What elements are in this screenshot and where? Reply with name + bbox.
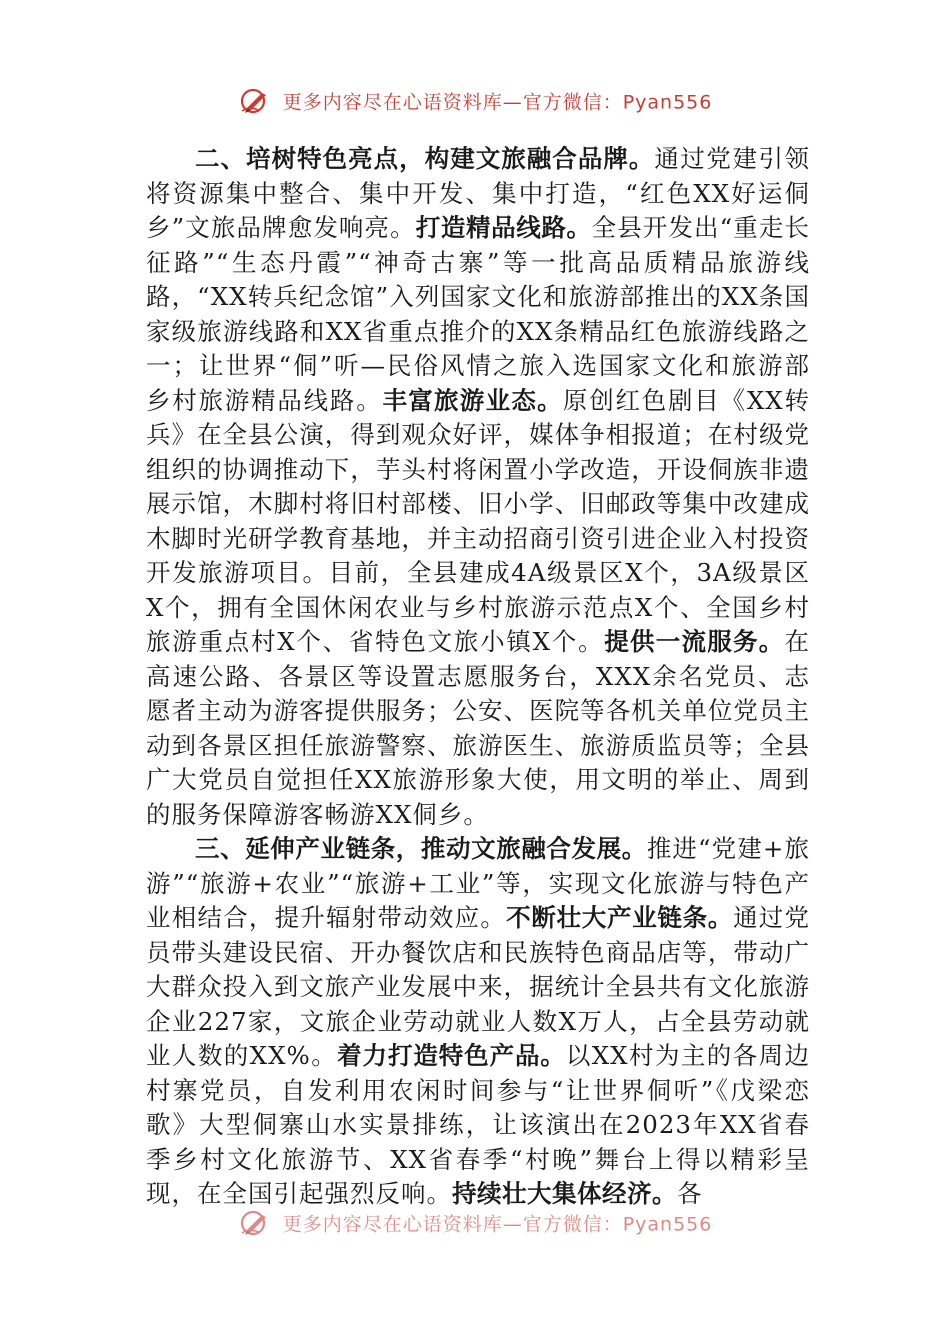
body-text: 通过党员带头建设民宿、开办餐饮店和民族特色商品店等，带动广大群众投入到文旅产业发展中来，据统计全县共有文化旅游企业227家，文旅企业劳动就业人数X万人，占全县劳动就业人数的XX%。 [146,903,811,1070]
watermark-text: 更多内容尽在心语资料库—官方微信：Pyan556 [282,1213,713,1236]
body-text: 各 [677,1179,703,1208]
watermark-text: 更多内容尽在心语资料库—官方微信：Pyan556 [282,91,713,114]
pen-logo-icon [238,86,272,116]
body-text: 通过党建引领将资源集中整合、集中开发、集中打造，“红色XX好运侗乡”文旅品牌愈发响亮。 [146,144,810,242]
body-text: 推进“党建+旅游”“旅游+农业”“旅游+工业”等，实现文化旅游与特色产业相结合，提升辐射带动效应。 [146,834,810,932]
watermark-footer [0,1208,950,1238]
subheading: 丰富旅游业态。 [382,385,563,415]
section-heading: 三、延伸产业链条，推动文旅融合发展。 [195,834,647,863]
subheading: 提供一流服务。 [604,627,785,656]
section-heading: 二、培树特色亮点，构建文旅融合品牌。 [195,144,655,173]
document-body [146,142,810,1212]
pen-logo-icon [238,1208,272,1238]
subheading: 不断壮大产业链条。 [506,903,734,932]
watermark-header [0,86,950,116]
body-text: 在高速公路、各景区等设置志愿服务台，XXX余名党员、志愿者主动为游客提供服务；公安、医院等各机关单位党员主动到各景区担任旅游警察、旅游医生、旅游质监员等；全县广大党员自觉担任XX旅游形象大使，用文明的举止、周到的服务保障游客畅游XX侗乡。 [146,627,810,829]
subheading: 打造精品线路。 [415,213,592,242]
body-text: 以XX村为主的各周边村寨党员，自发利用农闲时间参与“让世界侗听”《戊梁恋歌》大型侗寨山水实景排练，让该演出在2023年XX省春季乡村文化旅游节、XX省春季“村晚”舞台上得以精彩呈现，在全国引起强烈反响。 [146,1041,810,1208]
paragraph-2 [146,142,810,832]
subheading: 着力打造特色产品。 [337,1041,566,1070]
paragraph-3 [146,832,810,1212]
body-text: 全县开发出“重走长征路”“生态丹霞”“神奇古寨”等一批高品质精品旅游线路，“XX转兵纪念馆”入列国家文化和旅游部推出的XX条国家级旅游线路和XX省重点推介的XX条精品红色旅游线路之一；让世界“侗”听—民俗风情之旅入选国家文化和旅游部乡村旅游精品线路。 [146,213,811,415]
subheading: 持续壮大集体经济。 [452,1179,677,1208]
body-text: 原创红色剧目《XX转兵》在全县公演，得到观众好评，媒体争相报道；在村级党组织的协调推动下，芋头村将闲置小学改造，开设侗族非遗展示馆，木脚村将旧村部楼、旧小学、旧邮政等集中改建成木脚时光研学教育基地，并主动招商引资引进企业入村投资开发旅游项目。目前，全县建成4A级景区X个，3A级景区X个，拥有全国休闲农业与乡村旅游示范点X个、全国乡村旅游重点村X个、省特色文旅小镇X个。 [146,385,811,656]
